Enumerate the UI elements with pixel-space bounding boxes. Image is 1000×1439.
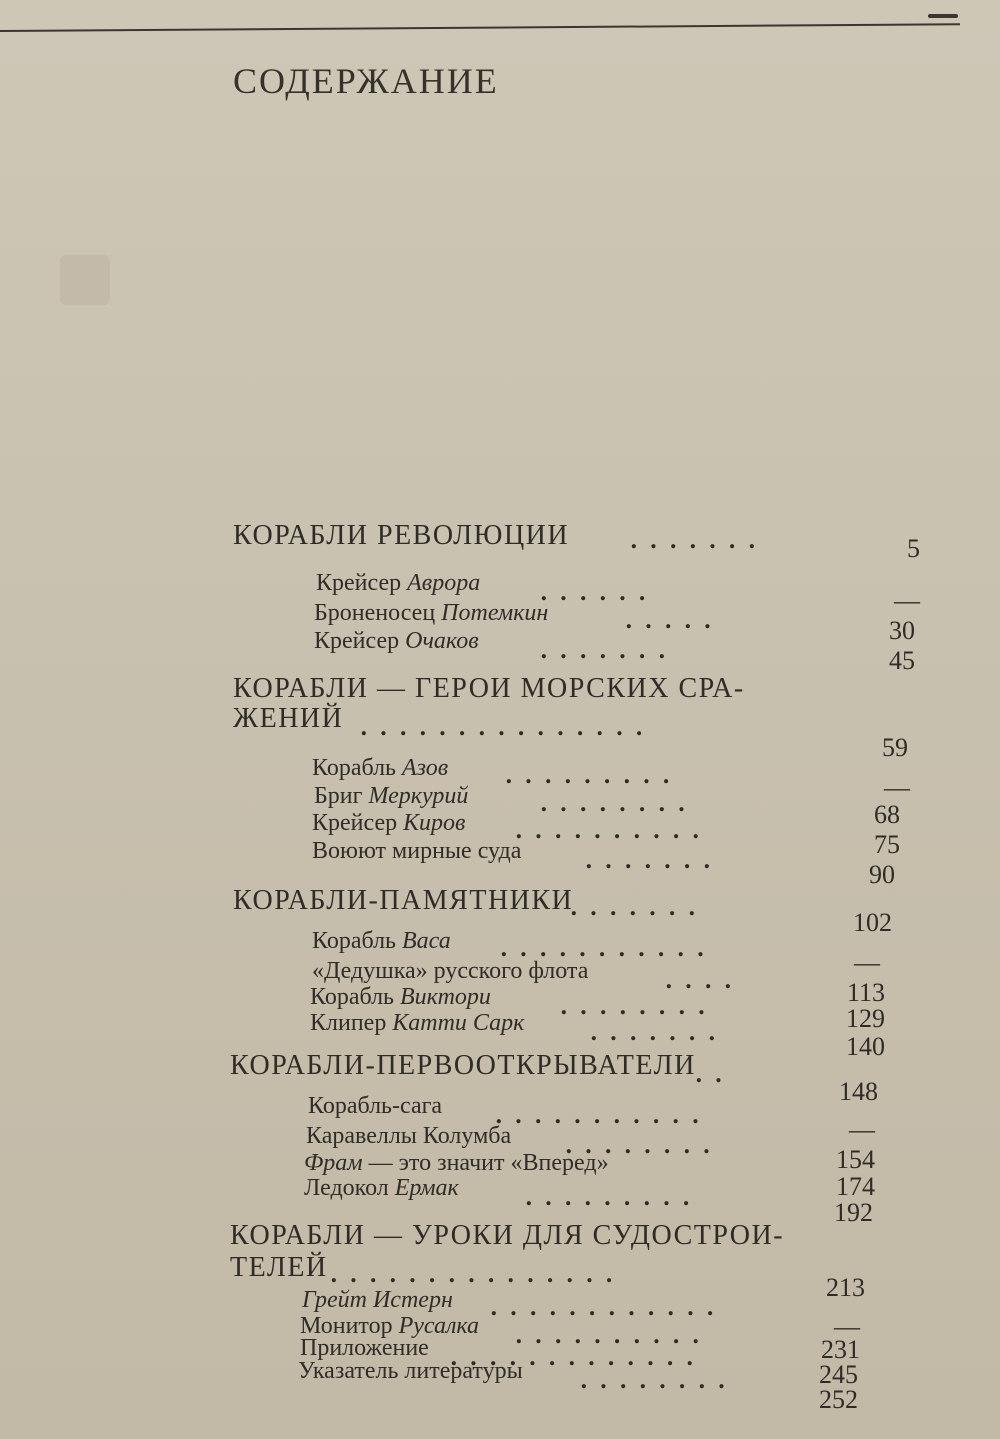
page-number: 252 [819, 1385, 858, 1414]
entry-name: Ледокол [304, 1175, 389, 1201]
leader-dots: .......... [515, 1323, 712, 1349]
leader-dots: ...... [540, 580, 658, 606]
page-number: 148 [839, 1077, 878, 1106]
entry-title: Азов [402, 755, 449, 781]
toc-entry [314, 628, 479, 655]
leader-dots: ....... [540, 638, 678, 664]
toc-entry [312, 755, 448, 782]
entry-name: Корабль [312, 755, 396, 781]
entry-title: Киров [403, 810, 466, 836]
toc-entry [314, 783, 468, 810]
toc-entry [308, 1093, 442, 1120]
page-number: — [894, 586, 920, 615]
toc-entry [304, 1150, 609, 1177]
entry-title: Потемкин [441, 600, 549, 626]
section-title-cont: ЖЕНИЙ [233, 703, 344, 734]
leader-dots: ........ [560, 994, 718, 1020]
leader-dots: ........... [495, 1103, 712, 1129]
toc-entry [314, 600, 548, 627]
leader-dots: ....... [590, 1020, 728, 1046]
entry-name: Корабль-сага [308, 1093, 443, 1119]
leader-dots: ............... [330, 1262, 625, 1288]
entry-name: Броненосец [314, 600, 436, 626]
entry-name: Клипер [310, 1010, 387, 1036]
page-number: 30 [889, 616, 915, 645]
leader-dots: ........... [500, 936, 717, 962]
page-number: 59 [882, 733, 908, 762]
leader-dots: ........ [580, 1368, 738, 1394]
entry-title: Васа [402, 928, 451, 954]
toc-entry [312, 838, 521, 865]
section-title: КОРАБЛИ — УРОКИ ДЛЯ СУДОСТРОИ- [230, 1220, 785, 1251]
entry-title: Очаков [405, 628, 479, 654]
page-number: 75 [874, 830, 900, 859]
leader-dots: ....... [570, 895, 708, 921]
page-number: 90 [869, 860, 895, 889]
entry-title: Фрам [304, 1150, 363, 1176]
page-heading: СОДЕРЖАНИЕ [233, 61, 499, 101]
entry-name: Бриг [314, 783, 363, 809]
toc-entry [312, 810, 465, 837]
leader-dots: .......... [515, 818, 712, 844]
page-number: 68 [874, 800, 900, 829]
section-title-cont: ТЕЛЕЙ [230, 1252, 328, 1283]
entry-name: — это значит «Вперед» [368, 1150, 609, 1176]
page-number: 231 [821, 1335, 860, 1364]
entry-name: Корабль [310, 984, 394, 1010]
page-number: — [849, 1115, 875, 1144]
entry-name: Воюют мирные суда [312, 838, 522, 864]
entry-title: Грейт Истерн [302, 1287, 453, 1313]
toc-entry [304, 1175, 459, 1202]
leader-dots: ..... [625, 608, 724, 634]
page-number: 5 [907, 534, 920, 563]
entry-name: Приложение [300, 1335, 429, 1361]
toc-entry [302, 1287, 453, 1314]
section-title: КОРАБЛИ-ПЕРВООТКРЫВАТЕЛИ [230, 1050, 696, 1081]
entry-title: Ермак [394, 1175, 459, 1201]
page-number: 213 [826, 1273, 865, 1302]
toc-entry [310, 984, 491, 1011]
section-title: КОРАБЛИ-ПАМЯТНИКИ [233, 885, 574, 916]
leader-dots: ....... [630, 528, 768, 554]
toc-entry [310, 1010, 524, 1037]
entry-name: Указатель литературы [298, 1358, 523, 1384]
entry-name: «Дедушка» русского флота [312, 958, 589, 984]
page-number: 245 [819, 1360, 858, 1389]
page-number: 45 [889, 646, 915, 675]
entry-name: Каравеллы Колумба [306, 1123, 512, 1149]
entry-name: Крейсер [314, 628, 400, 654]
page-number: 113 [846, 978, 885, 1007]
leader-dots: ........ [565, 1133, 723, 1159]
page-number: 140 [846, 1032, 885, 1061]
entry-name: Корабль [312, 928, 396, 954]
toc-entry [298, 1358, 523, 1385]
page-number: — [834, 1312, 860, 1341]
toc-entry [312, 928, 451, 955]
leader-dots: ............ [490, 1295, 726, 1321]
section-title: КОРАБЛИ — ГЕРОИ МОРСКИХ СРА- [233, 673, 745, 704]
entry-title: Аврора [407, 570, 481, 596]
leader-dots: .... [665, 968, 744, 994]
entry-title: Меркурий [368, 783, 469, 809]
page-number: — [884, 773, 910, 802]
leader-dots: ............... [360, 715, 655, 741]
entry-title: Катти Сарк [392, 1010, 525, 1036]
toc-entry [312, 958, 588, 985]
entry-name: Монитор [300, 1313, 393, 1339]
leader-dots: ....... [585, 848, 723, 874]
leader-dots: ............. [450, 1345, 706, 1371]
page-number: 192 [834, 1198, 873, 1227]
entry-name: Крейсер [316, 570, 402, 596]
entry-title: Виктори [400, 984, 491, 1010]
page-number: 129 [846, 1004, 885, 1033]
section-title: КОРАБЛИ РЕВОЛЮЦИИ [233, 520, 570, 551]
page-number: 102 [853, 908, 892, 937]
entry-title: Русалка [398, 1313, 480, 1339]
leader-dots: .. [695, 1062, 735, 1088]
page-number: — [854, 948, 880, 977]
entry-name: Крейсер [312, 810, 398, 836]
leader-dots: ......... [525, 1185, 702, 1211]
toc-entry [306, 1123, 511, 1150]
leader-dots: ......... [505, 763, 682, 789]
page-number: 154 [836, 1145, 875, 1174]
leader-dots: ........ [540, 791, 698, 817]
toc-entry [316, 570, 480, 597]
page-number: 174 [836, 1172, 875, 1201]
